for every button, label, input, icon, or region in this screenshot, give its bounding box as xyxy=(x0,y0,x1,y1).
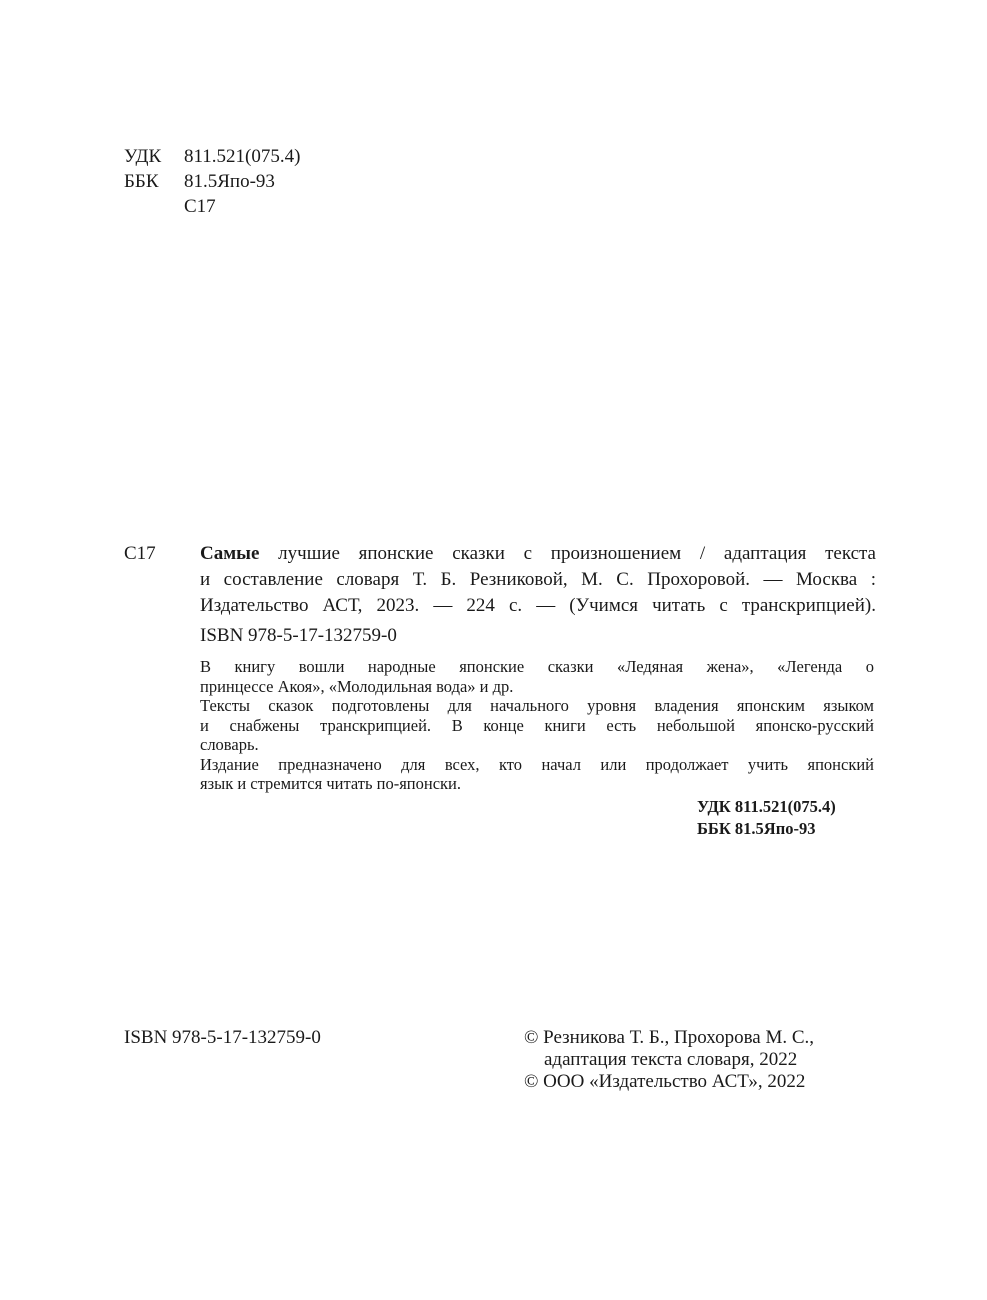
annotation-p2-line3: словарь. xyxy=(200,735,259,754)
biblio-title-bold: Самые xyxy=(200,543,260,564)
bbk-value: 81.5Япо-93 xyxy=(184,171,275,192)
bibliographic-record xyxy=(124,541,876,619)
right-bbk: ББК 81.5Япо-93 xyxy=(697,819,816,838)
udk-row xyxy=(124,144,300,169)
biblio-line-1 xyxy=(200,541,876,567)
annotation-p3-line1: Издание предназначено для всех, кто начал или продолжает учить японский xyxy=(200,754,874,774)
right-udk: УДК 811.521(075.4) xyxy=(697,797,836,816)
copyright-line-1: © Резникова Т. Б., Прохорова М. С., xyxy=(524,1027,815,1048)
annotation-p2-line1: Тексты сказок подготовлены для начального уровня владения японским языком xyxy=(200,696,874,715)
bbk-row xyxy=(124,169,300,194)
copyright-line-2: адаптация текста словаря, 2022 xyxy=(544,1049,798,1070)
isbn-bottom: ISBN 978-5-17-132759-0 xyxy=(124,1027,321,1048)
copyright-block xyxy=(524,1027,814,1093)
biblio-line-2: и составление словаря Т. Б. Резниковой, М. С. Прохоровой. — Москва : xyxy=(200,569,876,590)
isbn-top: ISBN 978-5-17-132759-0 xyxy=(200,625,397,646)
biblio-line-1-rest: лучшие японские сказки с произношением / адаптация текста xyxy=(259,543,876,564)
right-classification-codes xyxy=(697,796,836,840)
copyright-line-3: © ООО «Издательство АСТ», 2022 xyxy=(524,1071,806,1092)
author-mark: С17 xyxy=(184,196,216,217)
biblio-author-mark: С17 xyxy=(124,543,156,564)
classification-codes xyxy=(124,144,300,219)
biblio-line-3: Издательство АСТ, 2023. — 224 с. — (Учимся читать с транскрипцией). xyxy=(200,595,876,616)
udk-value: 811.521(075.4) xyxy=(184,146,301,167)
annotation-p1-line2: принцессе Акоя», «Молодильная вода» и др. xyxy=(200,676,514,696)
biblio-body xyxy=(200,541,876,619)
annotation-p3-line2: язык и стремится читать по-японски. xyxy=(200,774,461,793)
annotation-p1-line1: В книгу вошли народные японские сказки «Ледяная жена», «Легенда о xyxy=(200,657,874,676)
udk-label: УДК xyxy=(124,146,162,167)
annotation-p2-line2: и снабжены транскрипцией. В конце книги есть небольшой японско-русский xyxy=(200,715,874,735)
annotation xyxy=(200,657,874,794)
author-mark-row xyxy=(124,194,300,219)
bbk-label: ББК xyxy=(124,171,159,192)
